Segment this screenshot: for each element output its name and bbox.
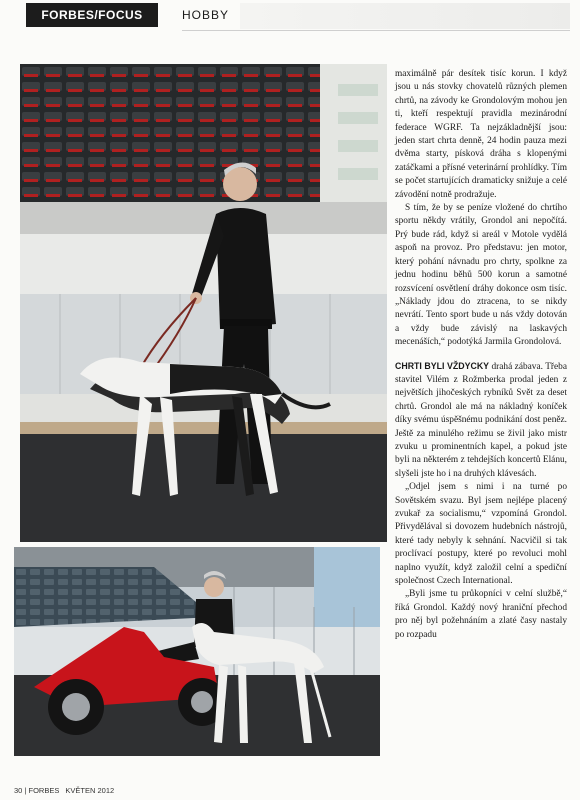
magazine-brand: FORBES/FOCUS [26, 3, 158, 27]
page-footer [14, 786, 114, 795]
show-through-area [240, 3, 570, 29]
stadium-seats [20, 64, 320, 204]
section-label: HOBBY [182, 8, 230, 22]
section-lead-text: drahá zábava. Třeba stavitel Vilém z Rožmberka prodal jeden z největších jihočeských rybníků Svět za deset chrtů. Grondol ale má na nákladný koníček díky svému úspěšnému podnikání dost peněz. Ještě za minulého režimu se živil jako mistr zvuku u prominentních kapel, a pokud jste byli na některém z tehdejších koncertů Elánu, slyšeli jste ho i na druhých klávesách. [395, 361, 567, 479]
photo-illustration [14, 547, 380, 756]
photo-man-in-red-cart [14, 547, 380, 756]
header-rule [182, 30, 570, 31]
footer-separator: | [24, 786, 29, 795]
issue-date: KVĚTEN 2012 [65, 786, 115, 795]
photo-illustration [20, 64, 387, 542]
article-paragraph: maximálně pár desítek tisíc korun. I když jsou u nás stovky chovatelů různých plemen chrtů, na závody ke Grondolovým mohou jen ti, kteří respektují pravidla mezinárodní federace WGRF. Ta nejzákladnější jsou: jeden start chrta denně, 24 hodin pauza mezi dvěma starty, písková dráha s klopenými zatáčkami a přísné veterinární prohlídky. Tím se počet startujících dramaticky snižuje a celé závodění notně prodražuje. [395, 69, 567, 200]
page-number: 30 [14, 786, 23, 795]
article-paragraph: „Byli jsme tu průkopníci v celní službě,“ říká Grondol. Každý nový hraniční přechod pro něj byl požehnáním a zlaté časy nastaly po rozpadu [395, 589, 567, 640]
article-paragraph: „Odjel jsem s nimi i na turné po Sovětském svazu. Byl jsem nejlépe placený zvukař za socialismu,“ vzpomíná Grondol. Přivydělával si dovozem hudebních nástrojů, které tady nebyly k sehnání. Nacvičil si tak proclívací postupy, které po revoluci mohl naplno využít, když založil celní a spediční společnost Czech International. [395, 482, 567, 587]
section-lead-in: CHRTI BYLI VŽDYCKY [395, 360, 490, 371]
publication-name: FORBES [28, 786, 60, 795]
article-column [395, 68, 567, 642]
article-paragraph: S tím, že by se peníze vložené do chrtího sportu někdy vrátily, Grondol ani nepočítá. Prý bude rád, když si areál v Motole vydělá aspoň na provoz. Pro představu: jen motor, který pohání návnadu pro chrty, spolkne za jednu hodinu běhů 500 korun a samotné rozsvícení osvětlení dráhy dokonce osm tisíc. „Náklady jdou do ztracena, to se nikdy nevrátí. Tento sport bude u nás vždy dotován a vždy bude závislý na laskavých mecenáších,“ podotýká Jarmila Grondolová. [395, 203, 567, 348]
photo-man-with-greyhounds [20, 64, 387, 542]
article-section-paragraph [395, 360, 567, 482]
page-header [0, 0, 580, 40]
